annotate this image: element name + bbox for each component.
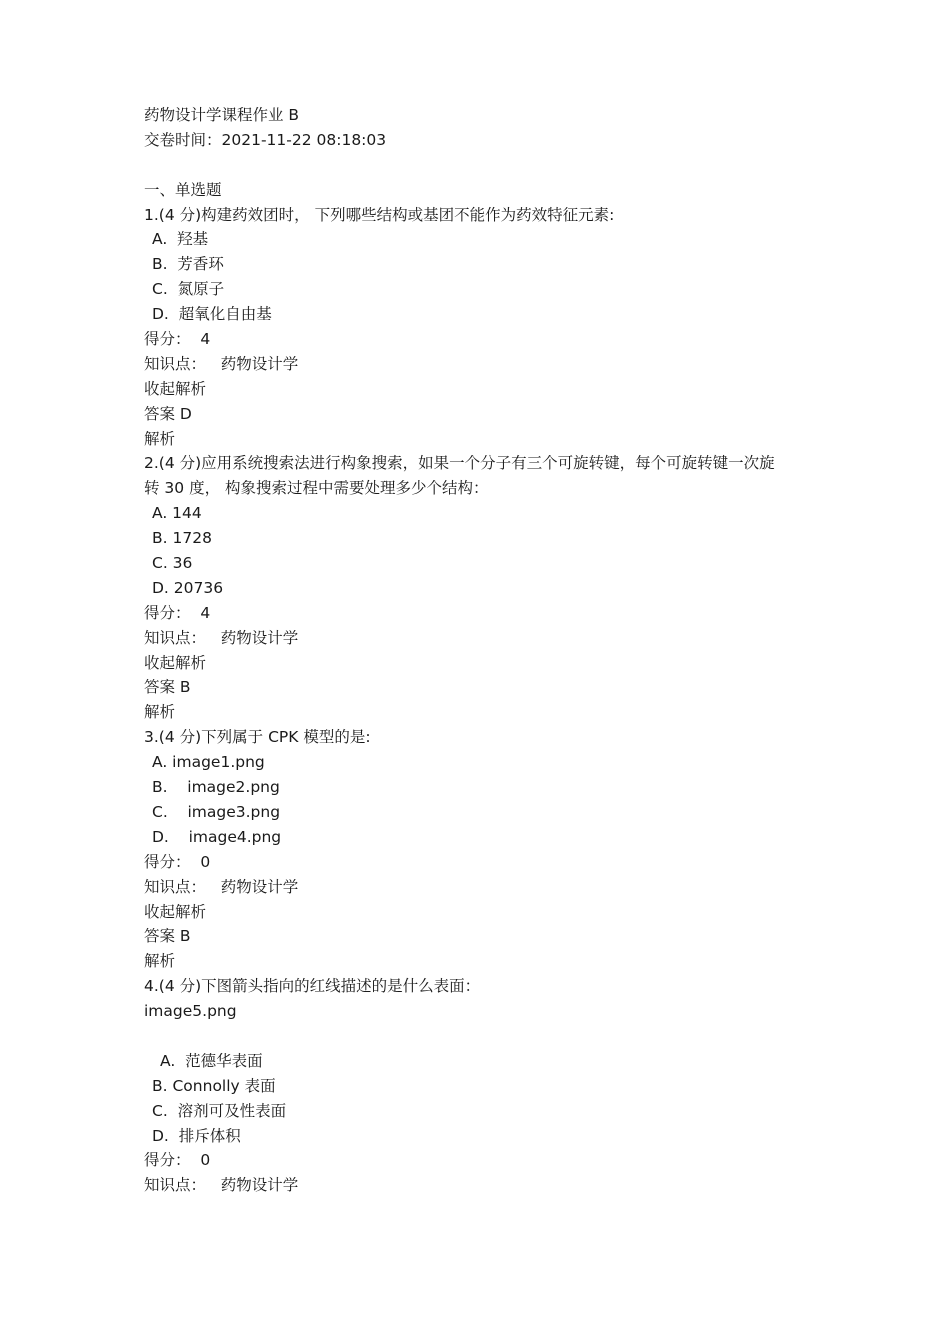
question-2-option-b: B. 1728	[152, 529, 212, 548]
question-3-score: 得分： 0	[144, 852, 211, 871]
question-4-knowledge: 知识点： 药物设计学	[144, 1176, 299, 1195]
question-4-score: 得分： 0	[144, 1151, 211, 1170]
question-4-option-b: B. Connolly 表面	[152, 1076, 276, 1095]
question-1-analysis: 解析	[144, 429, 176, 448]
question-1-option-c: C. 氮原子	[152, 280, 225, 299]
question-2-answer: 答案 B	[144, 678, 191, 697]
question-3-knowledge: 知识点： 药物设计学	[144, 877, 299, 896]
question-4-option-d: D. 排斥体积	[152, 1126, 241, 1145]
question-4-stem: 4.(4 分)下图箭头指向的红线描述的是什么表面：	[144, 977, 481, 996]
question-3-collapse-analysis[interactable]: 收起解析	[144, 902, 207, 921]
document-page	[144, 103, 824, 1198]
question-3-analysis: 解析	[144, 952, 176, 971]
spacer	[144, 153, 824, 178]
question-1-stem: 1.(4 分)构建药效团时， 下列哪些结构或基团不能作为药效特征元素:	[144, 205, 615, 224]
section-heading: 一、单选题	[144, 180, 222, 199]
question-1-option-d: D. 超氧化自由基	[152, 305, 272, 324]
question-1-score: 得分： 4	[144, 330, 211, 349]
question-2-collapse-analysis[interactable]: 收起解析	[144, 653, 207, 672]
question-1-collapse-analysis[interactable]: 收起解析	[144, 379, 207, 398]
question-1-knowledge: 知识点： 药物设计学	[144, 354, 299, 373]
question-3-option-c: C. image3.png	[152, 802, 281, 821]
question-2-analysis: 解析	[144, 703, 176, 722]
question-3-stem: 3.(4 分)下列属于 CPK 模型的是:	[144, 728, 371, 747]
question-4-option-c: C. 溶剂可及性表面	[152, 1101, 287, 1120]
question-3-option-d: D. image4.png	[152, 827, 282, 846]
question-2-score: 得分： 4	[144, 603, 211, 622]
question-2-option-c: C. 36	[152, 554, 193, 573]
question-2-knowledge: 知识点： 药物设计学	[144, 628, 299, 647]
question-4-image-filename: image5.png	[144, 1002, 237, 1021]
question-3-option-a: A. image1.png	[152, 753, 265, 772]
question-2-option-a: A. 144	[152, 504, 202, 523]
question-2-stem-line-1: 2.(4 分)应用系统搜索法进行构象搜索，如果一个分子有三个可旋转键，每个可旋转键一次旋	[144, 454, 775, 473]
question-4-option-a: A. 范德华表面	[160, 1051, 263, 1070]
question-1-option-b: B. 芳香环	[152, 255, 224, 274]
spacer	[144, 1024, 824, 1049]
submit-time: 交卷时间：2021-11-22 08:18:03	[144, 130, 387, 149]
question-3-answer: 答案 B	[144, 927, 191, 946]
question-2-option-d: D. 20736	[152, 578, 224, 597]
question-2-stem-line-2: 转 30 度， 构象搜索过程中需要处理多少个结构：	[144, 479, 489, 498]
question-1-option-a: A. 羟基	[152, 230, 209, 249]
question-1-answer: 答案 D	[144, 404, 192, 423]
question-3-option-b: B. image2.png	[152, 778, 280, 797]
doc-title: 药物设计学课程作业 B	[144, 106, 300, 124]
